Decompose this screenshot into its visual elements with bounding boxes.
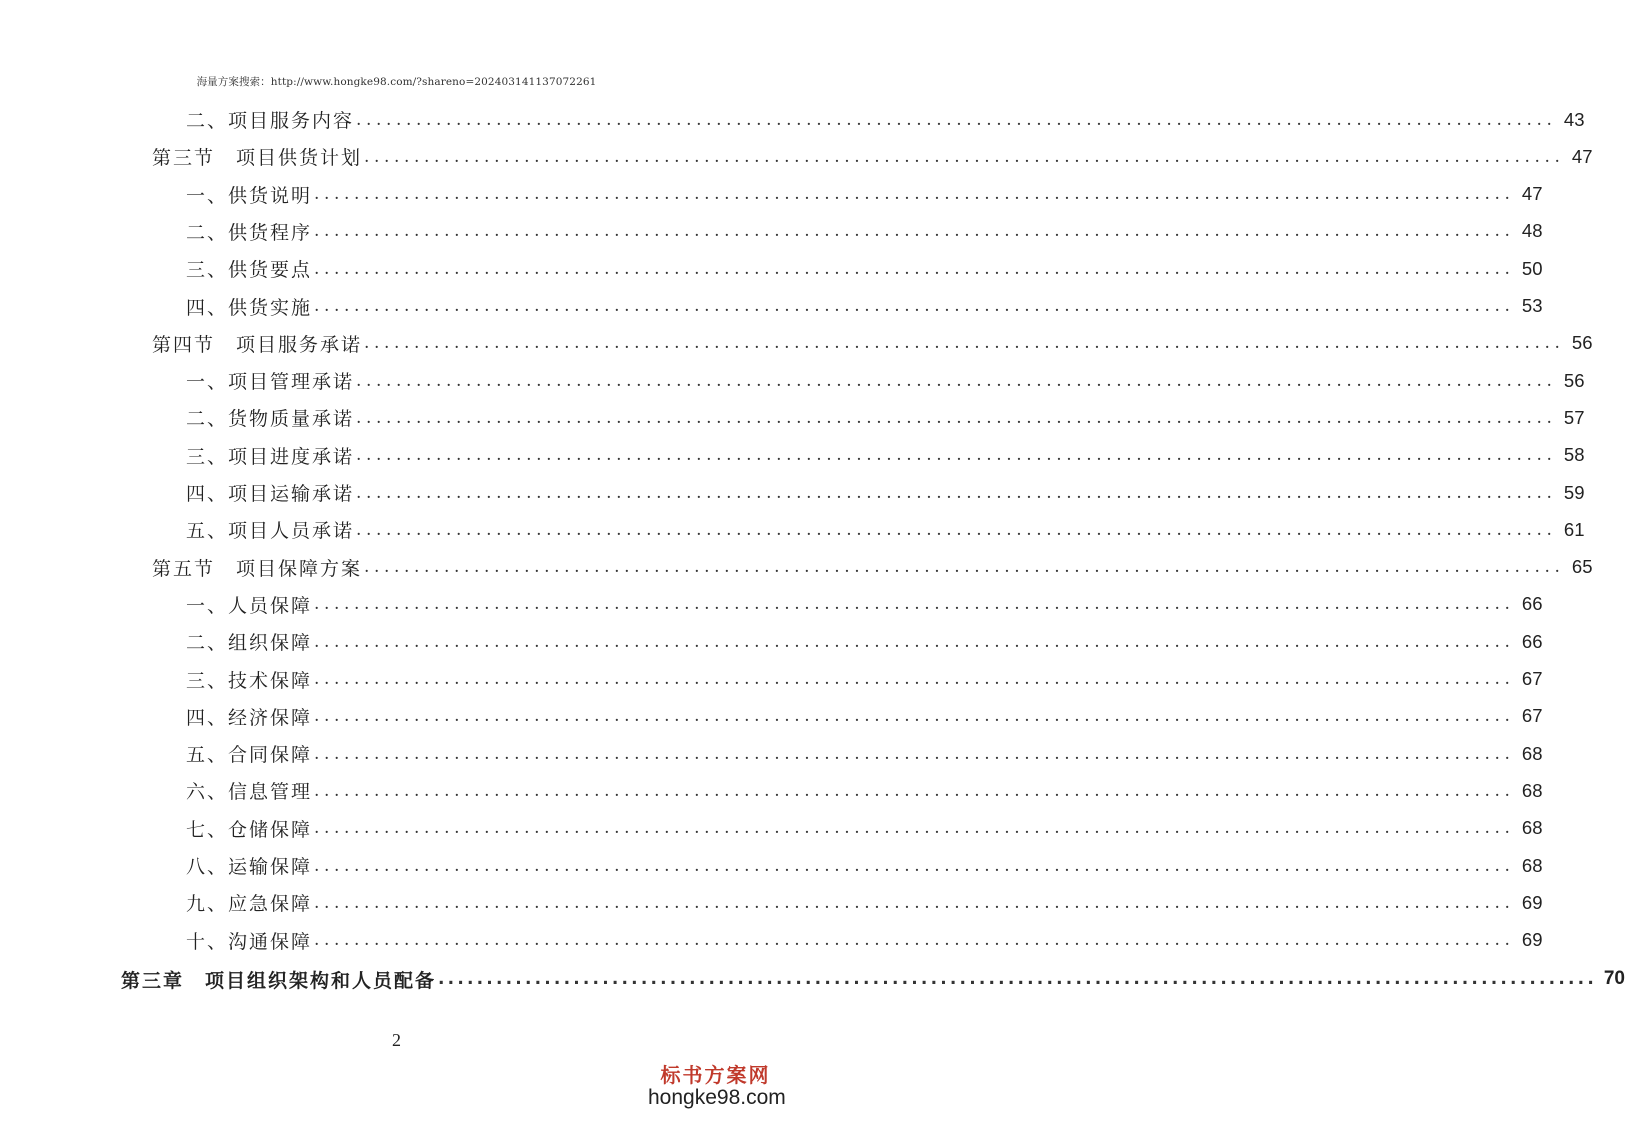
toc-dot-leader: ........................................................................................................................ xyxy=(314,258,1515,279)
toc-section-entry[interactable] xyxy=(152,549,1593,586)
toc-item-entry[interactable] xyxy=(186,586,1543,623)
toc-entry-title: 四、经济保障 xyxy=(186,706,313,729)
toc-page-number: 47 xyxy=(1521,183,1543,205)
toc-item-entry[interactable] xyxy=(186,437,1585,474)
toc-page-number: 48 xyxy=(1521,220,1543,242)
toc-entry-title: 二、项目服务内容 xyxy=(186,110,355,132)
toc-entry-title: 七、仓储保障 xyxy=(186,818,313,841)
page-header-url: 海量方案搜索：http://www.hongke98.com/?shareno=202403141137072261 xyxy=(196,76,597,88)
toc-entry-title: 一、项目管理承诺 xyxy=(186,371,355,394)
toc-entry-title: 第四节 项目服务承诺 xyxy=(152,333,363,356)
toc-item-entry[interactable] xyxy=(186,288,1543,325)
toc-item-entry[interactable] xyxy=(186,698,1543,735)
toc-page-number: 68 xyxy=(1521,854,1543,876)
toc-page-number: 53 xyxy=(1521,295,1543,316)
toc-dot-leader: ........................................................................................................................ xyxy=(314,780,1515,801)
toc-dot-leader: ........................................................................................................................ xyxy=(364,146,1565,167)
toc-section-entry[interactable] xyxy=(152,138,1593,175)
toc-dot-leader: ........................................................................................................................ xyxy=(314,743,1515,764)
toc-dot-leader: ........................................................................................................................ xyxy=(314,818,1515,839)
toc-entry-title: 四、项目运输承诺 xyxy=(186,483,355,505)
toc-section-entry[interactable] xyxy=(152,325,1593,362)
toc-dot-leader: ........................................................................................................................ xyxy=(356,407,1557,428)
toc-entry-title: 八、运输保障 xyxy=(186,856,313,878)
toc-item-entry[interactable] xyxy=(186,884,1543,921)
toc-entry-title: 一、供货说明 xyxy=(186,184,313,207)
toc-item-entry[interactable] xyxy=(186,511,1585,548)
toc-dot-leader: ........................................................................................................................ xyxy=(314,594,1515,615)
toc-entry-title: 二、组织保障 xyxy=(186,632,313,655)
toc-dot-leader: ........................................................................................................................ xyxy=(356,445,1557,466)
toc-page-number: 61 xyxy=(1563,518,1585,540)
toc-page-number: 67 xyxy=(1521,705,1543,727)
toc-item-entry[interactable] xyxy=(186,810,1543,847)
toc-entry-title: 第三章 项目组织架构和人员配备 xyxy=(121,969,437,992)
toc-entry-title: 十、沟通保障 xyxy=(186,930,313,953)
toc-entry-title: 三、项目进度承诺 xyxy=(186,445,355,468)
toc-page-number: 69 xyxy=(1521,891,1543,913)
toc-dot-leader: ........................................................................................................................ xyxy=(364,333,1565,354)
toc-page-number: 47 xyxy=(1571,145,1593,167)
toc-page-number: 66 xyxy=(1521,630,1543,652)
toc-dot-leader: ........................................................................................................................ xyxy=(314,855,1515,876)
toc-dot-leader: ........................................................................................................................ xyxy=(314,631,1515,652)
toc-dot-leader: ........................................................................................................................ xyxy=(314,184,1515,205)
toc-page-number: 68 xyxy=(1521,742,1543,764)
toc-page-number: 68 xyxy=(1521,817,1543,839)
toc-item-entry[interactable] xyxy=(186,661,1543,698)
toc-dot-leader: ........................................................................................................................ xyxy=(356,519,1557,540)
toc-dot-leader: ........................................................................................................................ xyxy=(314,669,1515,689)
toc-dot-leader: ........................................................................................................................ xyxy=(356,109,1557,130)
toc-dot-leader: ........................................................................................................................ xyxy=(314,892,1515,913)
toc-page-number: 70 xyxy=(1603,968,1625,990)
toc-dot-leader: ........................................................................................................................ xyxy=(364,557,1565,578)
toc-page-number: 57 xyxy=(1563,406,1585,428)
toc-entry-title: 一、人员保障 xyxy=(186,594,313,617)
toc-entry-title: 第三节 项目供货计划 xyxy=(152,147,363,170)
toc-entry-title: 三、技术保障 xyxy=(186,669,313,692)
toc-item-entry[interactable] xyxy=(186,176,1543,213)
toc-entry-title: 九、应急保障 xyxy=(186,893,313,916)
toc-item-entry[interactable] xyxy=(186,362,1585,399)
toc-entry-title: 二、供货程序 xyxy=(186,221,313,244)
toc-chapter-entry[interactable] xyxy=(121,961,1625,998)
toc-page-number: 56 xyxy=(1563,369,1585,391)
toc-page-number: 43 xyxy=(1563,108,1585,130)
toc-dot-leader: ........................................................................................................................ xyxy=(314,296,1515,316)
toc-item-entry[interactable] xyxy=(186,847,1543,884)
toc-dot-leader: ........................................................................................................................ xyxy=(314,706,1515,727)
site-logo xyxy=(648,1063,786,1110)
logo-chinese-text: 标书方案网 xyxy=(660,1063,771,1087)
toc-entry-title: 第五节 项目保障方案 xyxy=(152,557,363,580)
toc-item-entry[interactable] xyxy=(186,623,1543,660)
toc-item-entry[interactable] xyxy=(186,101,1585,138)
toc-dot-leader: ........................................................................................................................ xyxy=(438,969,1597,990)
toc-item-entry[interactable] xyxy=(186,772,1543,809)
toc-entry-title: 五、项目人员承诺 xyxy=(186,520,355,543)
toc-page-number: 69 xyxy=(1521,929,1543,951)
toc-dot-leader: ........................................................................................................................ xyxy=(356,482,1557,503)
toc-page-number: 66 xyxy=(1521,593,1543,615)
toc-entry-title: 二、货物质量承诺 xyxy=(186,408,355,431)
toc-entry-title: 六、信息管理 xyxy=(186,781,313,804)
toc-item-entry[interactable] xyxy=(186,474,1585,511)
toc-item-entry[interactable] xyxy=(186,399,1585,436)
logo-domain-text: hongke98.com xyxy=(648,1086,786,1109)
toc-page-number: 50 xyxy=(1521,257,1543,279)
toc-page-number: 68 xyxy=(1521,779,1543,801)
toc-page-number: 59 xyxy=(1563,481,1585,503)
toc-page-number: 65 xyxy=(1571,556,1593,578)
toc-page-number: 56 xyxy=(1571,332,1593,354)
toc-entry-title: 四、供货实施 xyxy=(186,296,313,319)
toc-item-entry[interactable] xyxy=(186,250,1543,287)
toc-dot-leader: ........................................................................................................................ xyxy=(314,930,1515,951)
toc-dot-leader: ........................................................................................................................ xyxy=(356,370,1557,391)
toc-entry-title: 三、供货要点 xyxy=(186,259,313,282)
toc-item-entry[interactable] xyxy=(186,213,1543,250)
toc-dot-leader: ........................................................................................................................ xyxy=(314,221,1515,242)
toc-page-number: 67 xyxy=(1521,668,1543,689)
toc-item-entry[interactable] xyxy=(186,735,1543,772)
toc-page-number: 58 xyxy=(1563,444,1585,466)
page-number: 2 xyxy=(392,1030,401,1050)
toc-item-entry[interactable] xyxy=(186,922,1543,959)
toc-entry-title: 五、合同保障 xyxy=(186,744,313,767)
